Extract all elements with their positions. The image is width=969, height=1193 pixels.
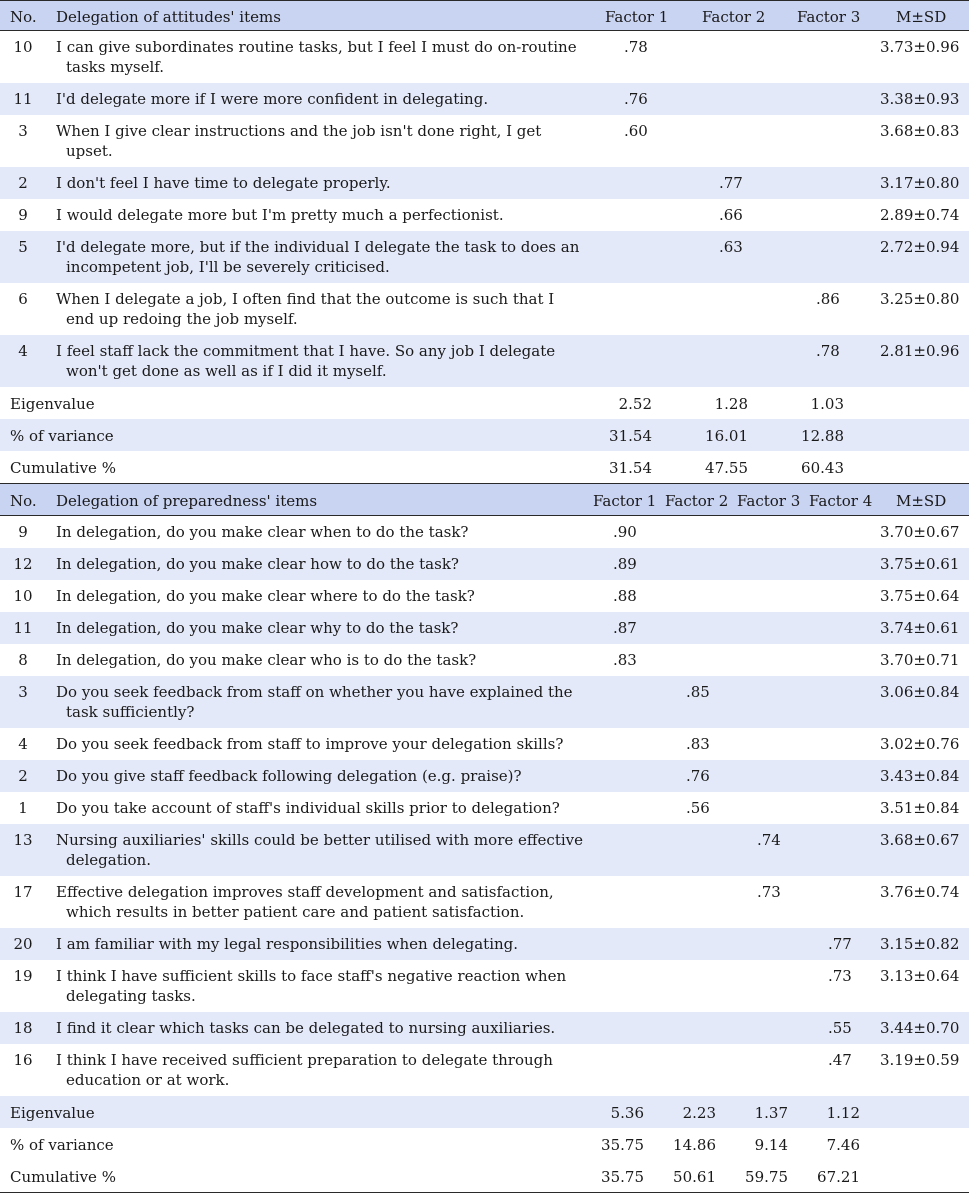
summary-row — [0, 387, 969, 419]
table-row — [0, 824, 969, 876]
header-factor-2: Factor 2 — [665, 492, 729, 510]
summary-factor-1: 31.54 — [609, 459, 652, 477]
row-no: 16 — [13, 1051, 33, 1069]
header-factor-2: Factor 2 — [702, 8, 766, 26]
row-no: 4 — [18, 735, 28, 753]
item-text — [56, 522, 591, 542]
mean-sd: 2.81±0.96 — [880, 342, 960, 360]
summary-label: % of variance — [10, 1136, 114, 1154]
summary-factor-1: 31.54 — [609, 427, 652, 445]
mean-sd: 3.25±0.80 — [880, 290, 960, 308]
row-no: 3 — [18, 122, 28, 140]
mean-sd: 3.70±0.67 — [880, 523, 960, 541]
table-row — [0, 31, 969, 83]
summary-row — [0, 451, 969, 483]
row-no: 8 — [18, 651, 28, 669]
item-text — [56, 89, 591, 109]
table-row — [0, 792, 969, 824]
factor-1-loading: .78 — [624, 38, 648, 56]
summary-factor-3: 60.43 — [801, 459, 844, 477]
item-text — [56, 830, 591, 870]
mean-sd: 3.68±0.67 — [880, 831, 960, 849]
item-text — [56, 237, 591, 277]
item-text-line1: Do you give staff feedback following delegation (e.g. praise)? — [56, 767, 522, 785]
factor-4-loading: .73 — [828, 967, 852, 985]
item-text-line1: When I delegate a job, I often find that the outcome is such that I — [56, 290, 555, 308]
item-text-line2: incompetent job, I'll be severely criticised. — [66, 258, 390, 276]
item-text-line2: delegating tasks. — [66, 987, 196, 1005]
summary-label: Eigenvalue — [10, 1104, 95, 1122]
item-text — [56, 205, 591, 225]
table-row — [0, 115, 969, 167]
mean-sd: 3.76±0.74 — [880, 883, 960, 901]
item-text-line2: upset. — [66, 142, 113, 160]
header-msd: M±SD — [896, 492, 947, 510]
factor-3-loading: .86 — [816, 290, 840, 308]
table-row — [0, 612, 969, 644]
item-text-line1: In delegation, do you make clear why to do the task? — [56, 619, 459, 637]
row-no: 9 — [18, 523, 28, 541]
mean-sd: 3.02±0.76 — [880, 735, 960, 753]
summary-row — [0, 1160, 969, 1192]
item-text-line1: In delegation, do you make clear who is to do the task? — [56, 651, 477, 669]
summary-label: % of variance — [10, 427, 114, 445]
factor-2-loading: .76 — [686, 767, 710, 785]
mean-sd: 3.74±0.61 — [880, 619, 960, 637]
item-text — [56, 341, 591, 381]
factor-4-loading: .77 — [828, 935, 852, 953]
mean-sd: 2.89±0.74 — [880, 206, 960, 224]
mean-sd: 3.13±0.64 — [880, 967, 960, 985]
item-text-line1: I'd delegate more if I were more confident in delegating. — [56, 90, 489, 108]
item-text-line1: Do you seek feedback from staff to improve your delegation skills? — [56, 735, 564, 753]
item-text-line1: Do you take account of staff's individual skills prior to delegation? — [56, 799, 560, 817]
attitudes-table-header — [0, 0, 969, 31]
row-no: 13 — [13, 831, 33, 849]
item-text-line1: Do you seek feedback from staff on whether you have explained the — [56, 683, 573, 701]
summary-factor-3: 1.03 — [810, 395, 844, 413]
item-text-line1: When I give clear instructions and the job isn't done right, I get — [56, 122, 542, 140]
header-factor-3: Factor 3 — [737, 492, 801, 510]
item-text-line1: Effective delegation improves staff development and satisfaction, — [56, 883, 554, 901]
table-row — [0, 283, 969, 335]
item-text — [56, 882, 591, 922]
row-no: 20 — [13, 935, 33, 953]
summary-factor-2: 16.01 — [705, 427, 748, 445]
row-no: 5 — [18, 238, 28, 256]
row-no: 4 — [18, 342, 28, 360]
summary-factor-4: 1.12 — [826, 1104, 860, 1122]
row-no: 3 — [18, 683, 28, 701]
mean-sd: 3.38±0.93 — [880, 90, 960, 108]
item-text — [56, 173, 591, 193]
summary-factor-3: 59.75 — [745, 1168, 788, 1186]
row-no: 17 — [13, 883, 33, 901]
factor-2-loading: .83 — [686, 735, 710, 753]
header-item: Delegation of preparedness' items — [56, 492, 318, 510]
table-row — [0, 548, 969, 580]
header-item: Delegation of attitudes' items — [56, 8, 281, 26]
mean-sd: 3.17±0.80 — [880, 174, 960, 192]
row-no: 10 — [13, 38, 33, 56]
item-text-line1: I find it clear which tasks can be delegated to nursing auxiliaries. — [56, 1019, 556, 1037]
item-text-line1: I would delegate more but I'm pretty much a perfectionist. — [56, 206, 504, 224]
factor-3-loading: .73 — [757, 883, 781, 901]
table-row — [0, 580, 969, 612]
factor-2-loading: .56 — [686, 799, 710, 817]
summary-label: Eigenvalue — [10, 395, 95, 413]
mean-sd: 3.15±0.82 — [880, 935, 960, 953]
mean-sd: 3.75±0.61 — [880, 555, 960, 573]
row-no: 12 — [13, 555, 33, 573]
item-text — [56, 734, 591, 754]
factor-2-loading: .66 — [719, 206, 743, 224]
mean-sd: 3.19±0.59 — [880, 1051, 960, 1069]
table-row — [0, 516, 969, 548]
table-row — [0, 199, 969, 231]
table-row — [0, 231, 969, 283]
mean-sd: 3.68±0.83 — [880, 122, 960, 140]
factor-3-loading: .78 — [816, 342, 840, 360]
row-no: 9 — [18, 206, 28, 224]
mean-sd: 2.72±0.94 — [880, 238, 960, 256]
factor-1-loading: .60 — [624, 122, 648, 140]
summary-factor-2: 50.61 — [673, 1168, 716, 1186]
header-factor-4: Factor 4 — [809, 492, 873, 510]
summary-factor-1: 35.75 — [601, 1136, 644, 1154]
mean-sd: 3.43±0.84 — [880, 767, 960, 785]
item-text-line2: end up redoing the job myself. — [66, 310, 298, 328]
row-no: 6 — [18, 290, 28, 308]
item-text — [56, 586, 591, 606]
item-text — [56, 618, 591, 638]
factor-1-loading: .76 — [624, 90, 648, 108]
table-row — [0, 760, 969, 792]
factor-1-loading: .88 — [613, 587, 637, 605]
summary-factor-4: 7.46 — [826, 1136, 860, 1154]
item-text — [56, 934, 591, 954]
summary-factor-3: 1.37 — [754, 1104, 788, 1122]
mean-sd: 3.06±0.84 — [880, 683, 960, 701]
table-row — [0, 167, 969, 199]
header-msd: M±SD — [896, 8, 947, 26]
summary-factor-4: 67.21 — [817, 1168, 860, 1186]
item-text-line1: In delegation, do you make clear when to do the task? — [56, 523, 469, 541]
factor-4-loading: .47 — [828, 1051, 852, 1069]
table-row — [0, 960, 969, 1012]
table-row — [0, 676, 969, 728]
summary-factor-2: 1.28 — [714, 395, 748, 413]
item-text — [56, 121, 591, 161]
table-row — [0, 1012, 969, 1044]
table-row — [0, 876, 969, 928]
item-text — [56, 1018, 591, 1038]
summary-factor-1: 2.52 — [618, 395, 652, 413]
item-text-line1: I don't feel I have time to delegate properly. — [56, 174, 391, 192]
item-text-line2: tasks myself. — [66, 58, 165, 76]
summary-factor-1: 35.75 — [601, 1168, 644, 1186]
item-text — [56, 37, 591, 77]
attitudes-table — [0, 0, 969, 483]
factor-4-loading: .55 — [828, 1019, 852, 1037]
factor-3-loading: .74 — [757, 831, 781, 849]
table-row — [0, 83, 969, 115]
factor-1-loading: .89 — [613, 555, 637, 573]
item-text — [56, 554, 591, 574]
header-no: No. — [10, 492, 37, 510]
item-text-line2: delegation. — [66, 851, 151, 869]
mean-sd: 3.44±0.70 — [880, 1019, 960, 1037]
item-text — [56, 966, 591, 1006]
item-text-line2: task sufficiently? — [66, 703, 195, 721]
factor-2-loading: .85 — [686, 683, 710, 701]
item-text-line1: I can give subordinates routine tasks, but I feel I must do on-routine — [56, 38, 577, 56]
item-text-line1: In delegation, do you make clear how to do the task? — [56, 555, 459, 573]
factor-2-loading: .77 — [719, 174, 743, 192]
mean-sd: 3.51±0.84 — [880, 799, 960, 817]
summary-row — [0, 419, 969, 451]
item-text-line2: education or at work. — [66, 1071, 230, 1089]
item-text-line2: won't get done as well as if I did it myself. — [66, 362, 387, 380]
item-text — [56, 766, 591, 786]
item-text — [56, 289, 591, 329]
row-no: 1 — [18, 799, 28, 817]
item-text-line1: I am familiar with my legal responsibilities when delegating. — [56, 935, 519, 953]
item-text-line2: which results in better patient care and patient satisfaction. — [66, 903, 525, 921]
row-no: 18 — [13, 1019, 33, 1037]
row-no: 2 — [18, 174, 28, 192]
preparedness-table-header — [0, 483, 969, 516]
summary-factor-2: 47.55 — [705, 459, 748, 477]
summary-factor-2: 14.86 — [673, 1136, 716, 1154]
summary-factor-2: 2.23 — [682, 1104, 716, 1122]
header-factor-1: Factor 1 — [605, 8, 669, 26]
item-text — [56, 650, 591, 670]
item-text-line1: I think I have sufficient skills to face staff's negative reaction when — [56, 967, 567, 985]
header-no: No. — [10, 8, 37, 26]
mean-sd: 3.73±0.96 — [880, 38, 960, 56]
header-factor-1: Factor 1 — [593, 492, 657, 510]
factor-1-loading: .90 — [613, 523, 637, 541]
header-factor-3: Factor 3 — [797, 8, 861, 26]
preparedness-table — [0, 483, 969, 1193]
summary-row — [0, 1128, 969, 1160]
summary-row — [0, 1096, 969, 1128]
factor-1-loading: .83 — [613, 651, 637, 669]
item-text-line1: I feel staff lack the commitment that I have. So any job I delegate — [56, 342, 556, 360]
row-no: 19 — [13, 967, 33, 985]
item-text — [56, 1050, 591, 1090]
summary-factor-1: 5.36 — [610, 1104, 644, 1122]
summary-factor-3: 9.14 — [754, 1136, 788, 1154]
factor-2-loading: .63 — [719, 238, 743, 256]
row-no: 11 — [13, 90, 33, 108]
item-text-line1: Nursing auxiliaries' skills could be better utilised with more effective — [56, 831, 583, 849]
summary-label: Cumulative % — [10, 1168, 116, 1186]
table-row — [0, 928, 969, 960]
table-row — [0, 728, 969, 760]
mean-sd: 3.75±0.64 — [880, 587, 960, 605]
item-text-line1: In delegation, do you make clear where to do the task? — [56, 587, 475, 605]
summary-label: Cumulative % — [10, 459, 116, 477]
summary-factor-3: 12.88 — [801, 427, 844, 445]
table-row — [0, 1044, 969, 1096]
row-no: 10 — [13, 587, 33, 605]
item-text-line1: I think I have received sufficient preparation to delegate through — [56, 1051, 553, 1069]
row-no: 11 — [13, 619, 33, 637]
table-row — [0, 644, 969, 676]
mean-sd: 3.70±0.71 — [880, 651, 960, 669]
item-text — [56, 682, 591, 722]
item-text — [56, 798, 591, 818]
row-no: 2 — [18, 767, 28, 785]
factor-1-loading: .87 — [613, 619, 637, 637]
table-row — [0, 335, 969, 387]
item-text-line1: I'd delegate more, but if the individual I delegate the task to does an — [56, 238, 580, 256]
